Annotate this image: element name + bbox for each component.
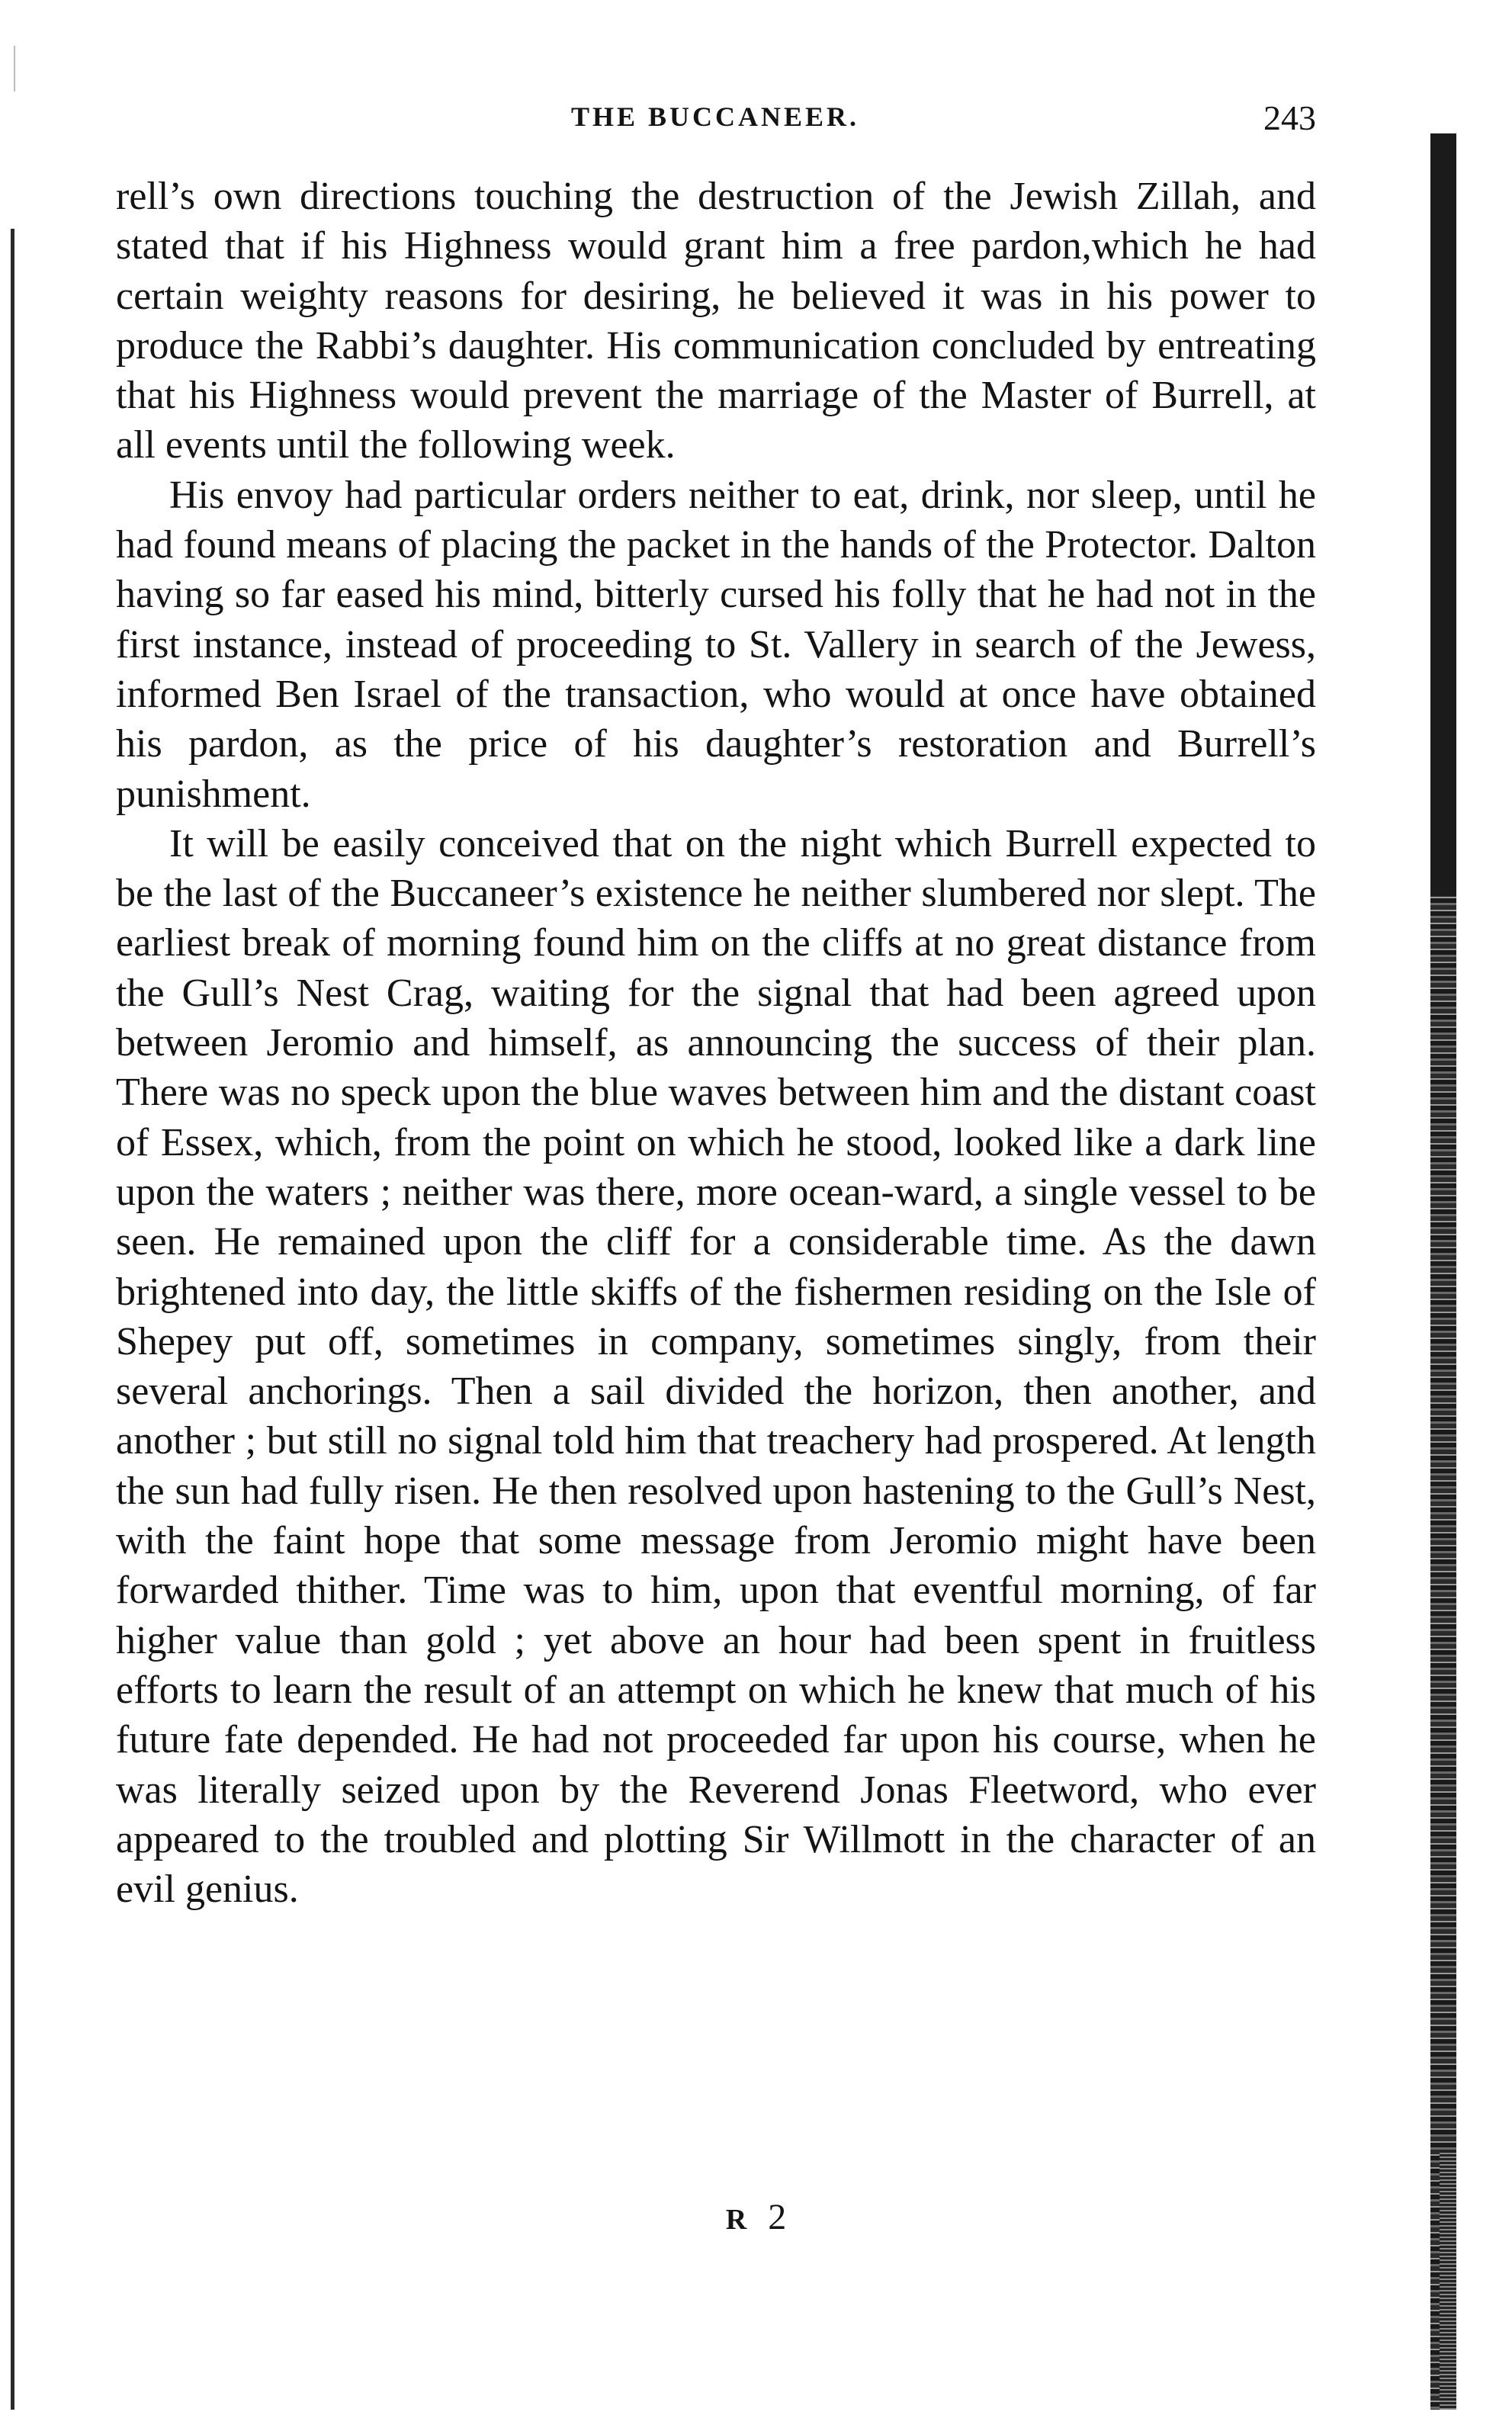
signature-letter: R — [725, 2204, 749, 2236]
scan-gutter-shadow — [11, 229, 14, 2410]
running-title: THE BUCCANEER. — [570, 101, 860, 132]
paragraph: rell’s own directions touching the destruction of the Jewish Zillah, and stated that if his Highness would grant him a free pardon,which he had certain weighty reasons for desiring, he believed it was in his power to produce the Rabbi’s daughter. His communication concluded by entreating that his Highness would prevent the marriage of the Master of Burrell, at all events until the following week. — [116, 175, 1316, 467]
running-header — [114, 98, 1316, 151]
scan-page-edge-dark — [1430, 133, 1456, 896]
signature-mark — [0, 2196, 1512, 2238]
body-text — [116, 172, 1316, 1914]
page-number: 243 — [1263, 98, 1316, 137]
scan-edge-mark — [14, 46, 15, 92]
signature-number: 2 — [768, 2197, 787, 2237]
paragraph: It will be easily conceived that on the night which Burrell expected to be the last of the Buccaneer’s existence he neither slumbered nor slept. The earliest break of morning found him on the cliffs at no great distance from the Gull’s Nest Crag, waiting for the signal that had been agreed upon between Jeromio and himself, as announcing the success of their plan. There was no speck upon the blue waves between him and the distant coast of Essex, which, from the point on which he stood, looked like a dark line upon the waters ; neither was there, more ocean-ward, a single vessel to be seen. He remained upon the cliff for a considerable time. As the dawn brightened into day, the little skiffs of the fishermen residing on the Isle of Shepey put off, sometimes in company, sometimes singly, from their several anchorings. Then a sail divided the horizon, then another, and another ; but still no signal told him that treachery had prospered. At length the sun had fully risen. He then resolved upon hastening to the Gull’s Nest, with the faint hope that some message from Jeromio might have been forwarded thither. Time was to him, upon that eventful morning, of far higher value than gold ; yet above an hour had been spent in fruitless efforts to learn the result of an attempt on which he knew that much of his future fate depended. He had not proceeded far upon his course, when he was literally seized upon by the Reverend Jonas Fleetword, who ever appeared to the troubled and plotting Sir Willmott in the character of an evil genius. — [116, 821, 1316, 1912]
paragraph: His envoy had particular orders neither to eat, drink, nor sleep, until he had found means of placing the packet in the hands of the Protector. Dalton having so far eased his mind, bitterly cursed his folly that he had not in the first instance, instead of proceeding to St. Vallery in search of the Jewess, informed Ben Israel of the transaction, who would at once have obtained his pardon, as the price of his daughter’s restoration and Burrell’s punishment. — [116, 473, 1316, 816]
scan-page-edge-lower — [1440, 2150, 1456, 2410]
